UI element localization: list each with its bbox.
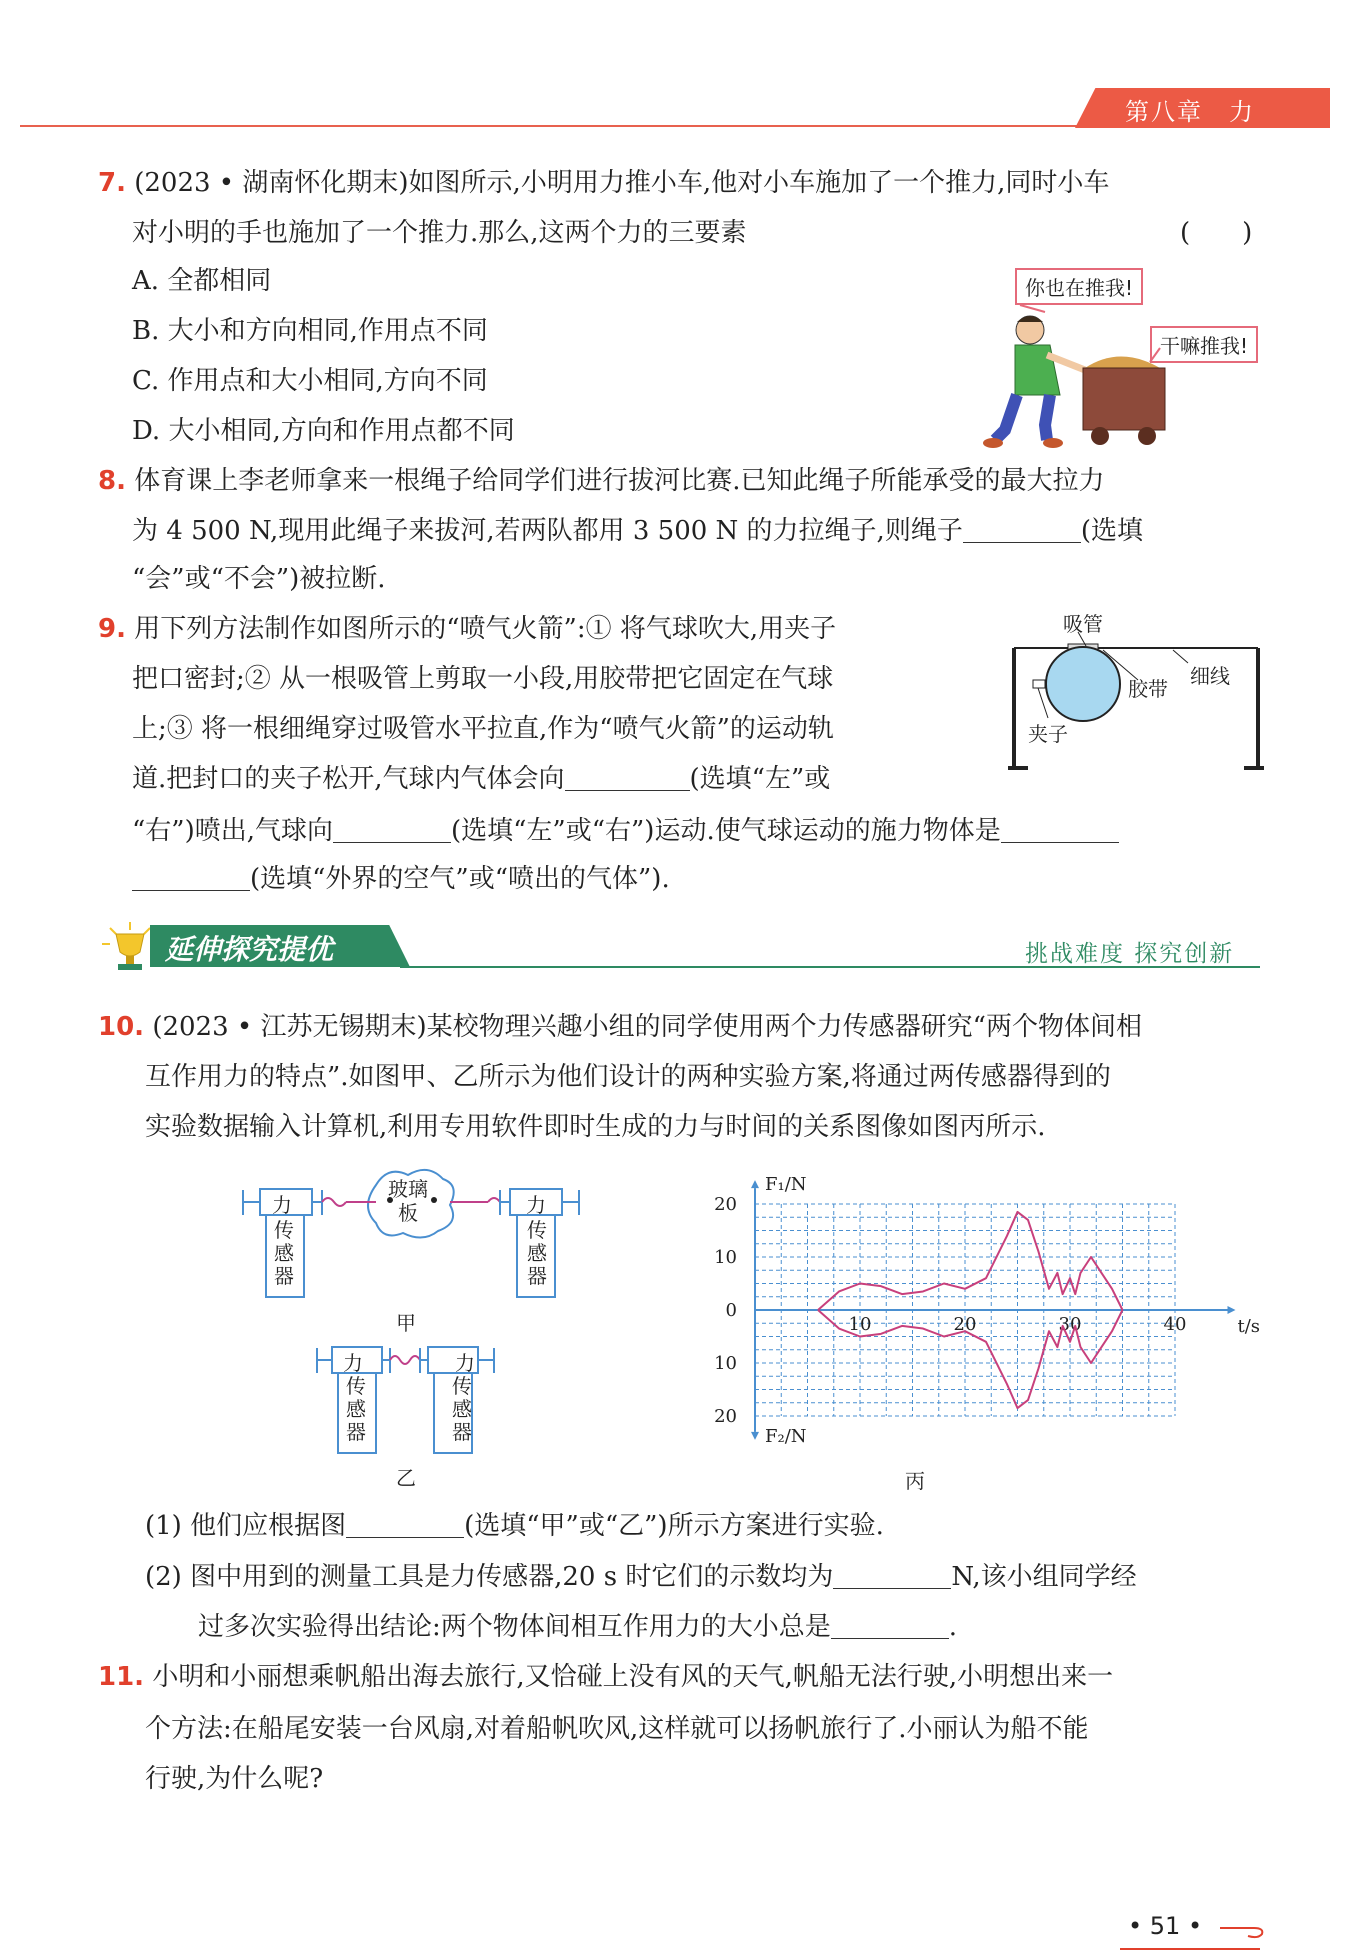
q9-stem-6: (选填“外界的空气”或“喷出的气体”). <box>250 864 670 894</box>
sensor-left-label-top: 力 <box>272 1193 292 1217</box>
cart-speech-bubble: 干嘛推我! <box>1150 326 1258 363</box>
label-straw: 吸管 <box>1063 612 1103 636</box>
sensor-b-label-top: 力 <box>455 1351 475 1375</box>
boy-speech-bubble: 你也在推我! <box>1015 268 1143 305</box>
q8-stem-2b: (选填 <box>1080 516 1143 546</box>
header-rule <box>20 125 1100 127</box>
boy-leg-back <box>995 395 1017 440</box>
bubble-pointer-boy <box>1020 305 1045 312</box>
q9-blank-balloon-direction[interactable] <box>333 816 451 843</box>
q8-stem-3: “会”或“不会”)被拉断. <box>132 564 386 594</box>
q10-sub2-text-d: . <box>948 1612 958 1642</box>
q10-stem-3: 实验数据输入计算机,利用专用软件即时生成的力与时间的关系图像如图丙所示. <box>145 1112 1046 1142</box>
boy-shoe-back <box>983 438 1003 448</box>
sensor-left-label-body: 传感器 <box>274 1218 294 1288</box>
y-axis-arrow-up <box>751 1180 759 1188</box>
q9-line6 <box>132 858 670 895</box>
sensor-a-label-body: 传感器 <box>346 1374 366 1444</box>
q10-sub1-text: (1) 他们应根据图 <box>145 1511 347 1541</box>
q11-stem-1: 小明和小丽想乘帆船出海去旅行,又恰碰上没有风的天气,帆船无法行驶,小明想出来一 <box>152 1662 1114 1692</box>
label-clip: 夹子 <box>1028 722 1068 746</box>
q10-sub2-text: (2) 图中用到的测量工具是力传感器,20 s 时它们的示数均为 <box>145 1562 834 1592</box>
y-axis-label-top: F₁/N <box>765 1174 807 1196</box>
q10-blank-figure[interactable] <box>346 1511 464 1538</box>
q9-blank-force-object-a[interactable] <box>1001 816 1119 843</box>
q10-sub2-line2 <box>198 1606 957 1643</box>
q9-stem-2: 把口密封;② 从一根吸管上剪取一小段,用胶带把它固定在气球 <box>132 664 834 694</box>
cart-wheel-left <box>1091 427 1109 445</box>
q7-number: 7. <box>98 168 126 198</box>
q11-stem-3: 行驶,为什么呢? <box>145 1764 324 1794</box>
q9-blank-force-object-b[interactable] <box>132 864 250 891</box>
q9-stem-5: “右”)喷出,气球向 <box>132 816 333 846</box>
y-tick-label-bottom: 10 <box>714 1353 737 1374</box>
figure-jia-caption: 甲 <box>396 1311 416 1335</box>
q9-number: 9. <box>98 614 126 644</box>
q10-sub2-text-b: N,该小组同学经 <box>951 1562 1137 1592</box>
q9-blank-gas-direction[interactable] <box>565 764 690 791</box>
q10-line1 <box>98 1006 1142 1043</box>
q10-stem-2: 互作用力的特点”.如图甲、乙所示为他们设计的两种实验方案,将通过两传感器得到的 <box>145 1062 1111 1092</box>
x-tick-label: 40 <box>1163 1314 1187 1335</box>
thread-pointer <box>1173 650 1188 663</box>
q7-stem-1: (2023 • 湖南怀化期末)如图所示,小明用力推小车,他对小车施加了一个推力,同时小车 <box>134 168 1110 198</box>
q10-number: 10. <box>98 1012 145 1042</box>
q8-stem-2: 为 4 500 N,现用此绳子来拔河,若两队都用 3 500 N 的力拉绳子,则绳子 <box>132 516 963 546</box>
section-title: 延伸探究提优 <box>165 933 334 966</box>
y-axis-label-bottom: F₂/N <box>765 1425 807 1447</box>
q11-number: 11. <box>98 1662 145 1692</box>
q8-number: 8. <box>98 466 126 496</box>
sensor-right-label-body: 传感器 <box>527 1218 547 1288</box>
boy-pushing-cart-illustration <box>975 300 1195 450</box>
figure-bing-caption: 丙 <box>905 1469 925 1493</box>
q10-sub1 <box>145 1505 884 1542</box>
q7-line1 <box>98 162 1109 199</box>
q8-stem-1: 体育课上李老师拿来一根绳子给同学们进行拔河比赛.已知此绳子所能承受的最大拉力 <box>134 466 1105 496</box>
cart-wheel-right <box>1138 427 1156 445</box>
q11-stem-2: 个方法:在船尾安装一台风扇,对着船帆吹风,这样就可以扬帆旅行了.小丽认为船不能 <box>145 1714 1089 1744</box>
q7-option-d: D. 大小相同,方向和作用点都不同 <box>132 416 515 446</box>
hook-right <box>488 1198 500 1202</box>
sensor-a-label-top: 力 <box>343 1351 363 1375</box>
boy-hair <box>1017 316 1043 322</box>
section-subtitle: 挑战难度 探究创新 <box>1025 941 1235 967</box>
glass-plate-label: 玻璃板 <box>388 1177 428 1225</box>
y-axis-arrow-down <box>751 1432 759 1440</box>
setup-yi-figure <box>312 1345 512 1455</box>
q9-line4 <box>132 758 830 795</box>
hooks-linked <box>390 1356 420 1364</box>
cart-sand <box>1085 357 1160 369</box>
q10-stem-1: (2023 • 江苏无锡期末)某校物理兴趣小组的同学使用两个力传感器研究“两个物体间相 <box>152 1012 1142 1042</box>
q9-stem-4b: (选填“左”或 <box>689 764 831 794</box>
q10-sub2 <box>145 1556 1137 1593</box>
y-tick-label-top: 20 <box>714 1194 737 1215</box>
hook-left <box>322 1198 346 1206</box>
q7-option-a: A. 全都相同 <box>132 266 272 296</box>
x-tick-label: 20 <box>953 1314 977 1335</box>
page-number-swirl <box>1218 1920 1268 1940</box>
label-tape: 胶带 <box>1128 677 1168 701</box>
force-time-chart <box>660 1155 1261 1455</box>
series-f1-curve <box>818 1212 1123 1310</box>
sensor-right-label-top: 力 <box>526 1193 546 1217</box>
page-number-rule <box>1120 1948 1260 1950</box>
q9-stem-3: 上;③ 将一根细绳穿过吸管水平拉直,作为“喷气火箭”的运动轨 <box>132 714 834 744</box>
q7-answer-bracket: ( ) <box>1180 218 1253 248</box>
x-axis-arrow <box>1228 1306 1236 1314</box>
q10-sub1-text-b: (选填“甲”或“乙”)所示方案进行实验. <box>464 1511 884 1541</box>
q7-stem-2: 对小明的手也施加了一个推力.那么,这两个力的三要素 <box>132 218 747 248</box>
label-thread: 细线 <box>1190 664 1230 688</box>
q10-sub2-text-c: 过多次实验得出结论:两个物体间相互作用力的大小总是 <box>198 1612 831 1642</box>
q10-blank-conclusion[interactable] <box>831 1612 949 1639</box>
q9-line1 <box>98 608 836 645</box>
boy-shoe-front <box>1043 438 1063 448</box>
q9-stem-1: 用下列方法制作如图所示的“喷气火箭”:① 将气球吹大,用夹子 <box>134 614 837 644</box>
figure-yi-caption: 乙 <box>396 1466 416 1490</box>
y-tick-label-zero: 0 <box>725 1300 737 1321</box>
q10-blank-reading[interactable] <box>833 1562 951 1589</box>
q7-option-b: B. 大小和方向相同,作用点不同 <box>132 316 488 346</box>
q8-line2 <box>132 510 1143 547</box>
x-axis-label: t/s <box>1237 1316 1261 1337</box>
boy-leg-front <box>1045 395 1050 440</box>
chapter-title: 第八章 力 <box>1125 98 1255 126</box>
sensor-b-label-body: 传感器 <box>452 1374 472 1444</box>
x-tick-label: 10 <box>848 1314 872 1335</box>
x-tick-label: 30 <box>1058 1314 1082 1335</box>
bubble-pointer-cart <box>1150 348 1160 362</box>
q9-line5 <box>132 810 1119 847</box>
page-number: • 51 • <box>1128 1912 1203 1940</box>
cart-body <box>1083 368 1165 430</box>
balloon <box>1046 647 1120 721</box>
q8-answer-blank[interactable] <box>963 516 1081 543</box>
q11-line1 <box>98 1656 1113 1693</box>
clip <box>1033 680 1045 688</box>
y-tick-label-top: 10 <box>714 1247 737 1268</box>
q7-option-c: C. 作用点和大小相同,方向不同 <box>132 366 488 396</box>
q9-stem-4: 道.把封口的夹子松开,气球内气体会向 <box>132 764 565 794</box>
q9-stem-5b: (选填“左”或“右”)运动.使气球运动的施力物体是 <box>451 816 1001 846</box>
y-tick-label-bottom: 20 <box>714 1406 737 1427</box>
boy-shirt <box>1015 345 1060 395</box>
q8-line1 <box>98 460 1105 497</box>
